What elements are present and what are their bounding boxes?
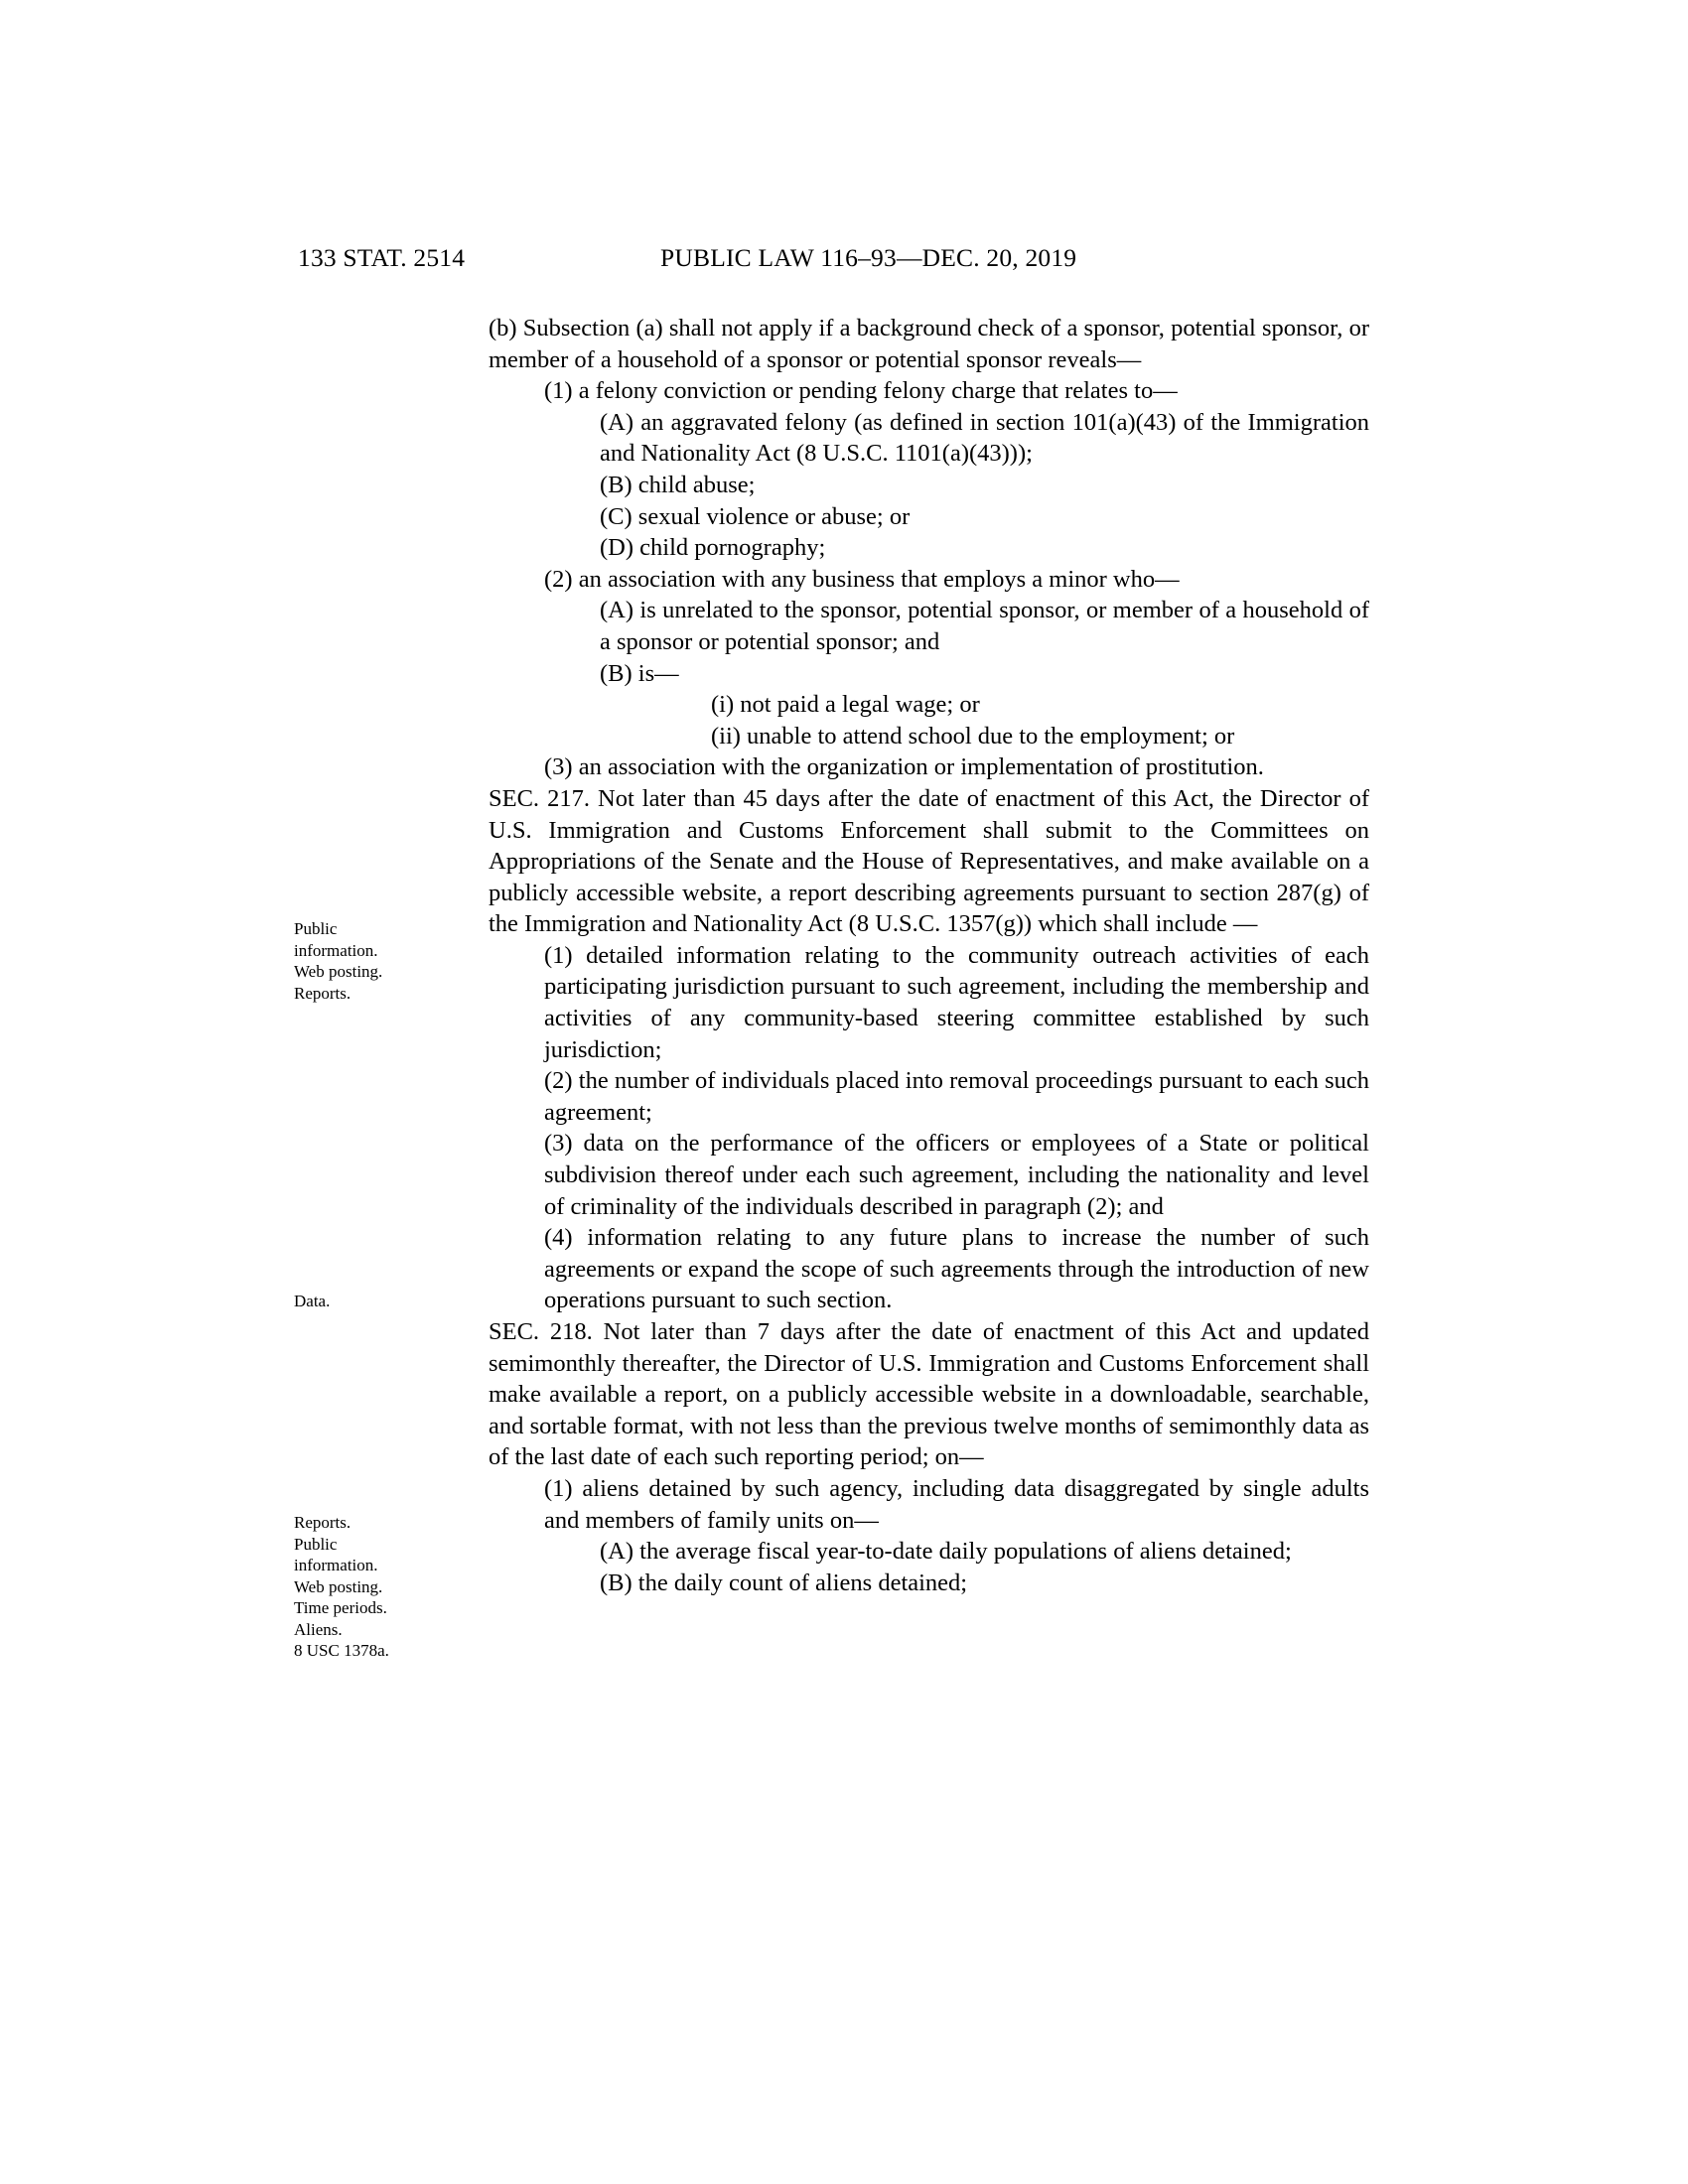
paragraph-b-2-B: (B) is— [600,659,679,687]
paragraph-sec-217-3: (3) data on the performance of the officers or employees of a State or political subdivision thereof under each such agreement, including the nationality and level of criminality of the individuals described in paragraph (2); and [544,1130,1369,1220]
paragraph-b-2-A: (A) is unrelated to the sponsor, potential sponsor, or member of a household of a sponsor or potential sponsor; and [600,597,1369,655]
margin-note-line: 8 USC 1378a. [294,1641,389,1660]
paragraph-b-1: (1) a felony conviction or pending felony charge that relates to— [544,377,1178,405]
margin-note-line: Aliens. [294,1619,343,1639]
paragraph-sec-217-4: (4) information relating to any future plans to increase the number of such agreements or expand the scope of such agreements through the introduction of new operations pursuant to such section. [544,1224,1369,1314]
paragraph-sec-218-1-A: (A) the average fiscal year-to-date daily populations of aliens detained; [600,1538,1292,1566]
margin-note-sec-218 [294,1512,473,1662]
page-law-reference: PUBLIC LAW 116–93—DEC. 20, 2019 [660,243,1077,272]
margin-note-line: Web posting. [294,962,383,981]
margin-note-sec-217 [294,918,473,1004]
paragraph-sec-217-2: (2) the number of individuals placed into removal proceedings pursuant to each such agreement; [544,1067,1369,1126]
paragraph-sec-218-1-B: (B) the daily count of aliens detained; [600,1569,968,1596]
paragraph-sec-218-1: (1) aliens detained by such agency, including data disaggregated by single adults and members of family units on— [544,1474,1369,1534]
margin-note-line: Public [294,919,338,938]
paragraph-b-3: (3) an association with the organization or implementation of prostitution. [544,753,1264,781]
paragraph-sec-217-1: (1) detailed information relating to the community outreach activities of each participating jurisdiction pursuant to such agreement, including the membership and activities of any community-based steering committee established by such jurisdiction; [544,941,1369,1063]
paragraph-b-2-B-i: (i) not paid a legal wage; or [711,691,980,719]
body-text-column [489,313,1369,1598]
paragraph-b-1-B: (B) child abuse; [600,471,756,498]
margin-note-line: Web posting. [294,1576,383,1596]
paragraph-b-2-B-ii: (ii) unable to attend school due to the employment; or [711,722,1235,750]
margin-note-line: information. [294,1556,378,1574]
paragraph-b-1-A: (A) an aggravated felony (as defined in section 101(a)(43) of the Immigration and Nationality Act (8 U.S.C. 1101(a)(43))); [600,408,1369,468]
margin-note-line: Public [294,1534,338,1554]
paragraph-sec-217: SEC. 217. Not later than 45 days after the date of enactment of this Act, the Director of U.S. Immigration and Customs Enforcement shall submit to the Committees on Appropriations of the Senate and the House of Representatives, and make available on a publicly accessible website, a report describing agreements pursuant to section 287(g) of the Immigration and Nationality Act (8 U.S.C. 1357(g)) which shall include — [489,784,1369,938]
paragraph-b-1-D: (D) child pornography; [600,534,826,562]
paragraph-subsection-b: (b) Subsection (a) shall not apply if a background check of a sponsor, potential sponsor, or member of a household of a sponsor or potential sponsor reveals— [489,315,1369,373]
margin-note-line: Time periods. [294,1598,387,1617]
paragraph-sec-218: SEC. 218. Not later than 7 days after the date of enactment of this Act and updated semimonthly thereafter, the Director of U.S. Immigration and Customs Enforcement shall make available a report, on a publicly accessible website in a downloadable, searchable, and sortable format, with not less than the previous twelve months of semimonthly data as of the last date of each such reporting period; on— [489,1318,1369,1471]
paragraph-b-1-C: (C) sexual violence or abuse; or [600,502,911,530]
margin-note-line: Data. [294,1292,331,1310]
margin-note-data [294,1291,473,1312]
margin-note-line: Reports. [294,1513,352,1532]
page-statute-reference: 133 STAT. 2514 [298,243,466,272]
margin-note-line: Reports. [294,983,352,1003]
margin-note-line: information. [294,940,378,960]
paragraph-b-2: (2) an association with any business that employs a minor who— [544,565,1180,593]
